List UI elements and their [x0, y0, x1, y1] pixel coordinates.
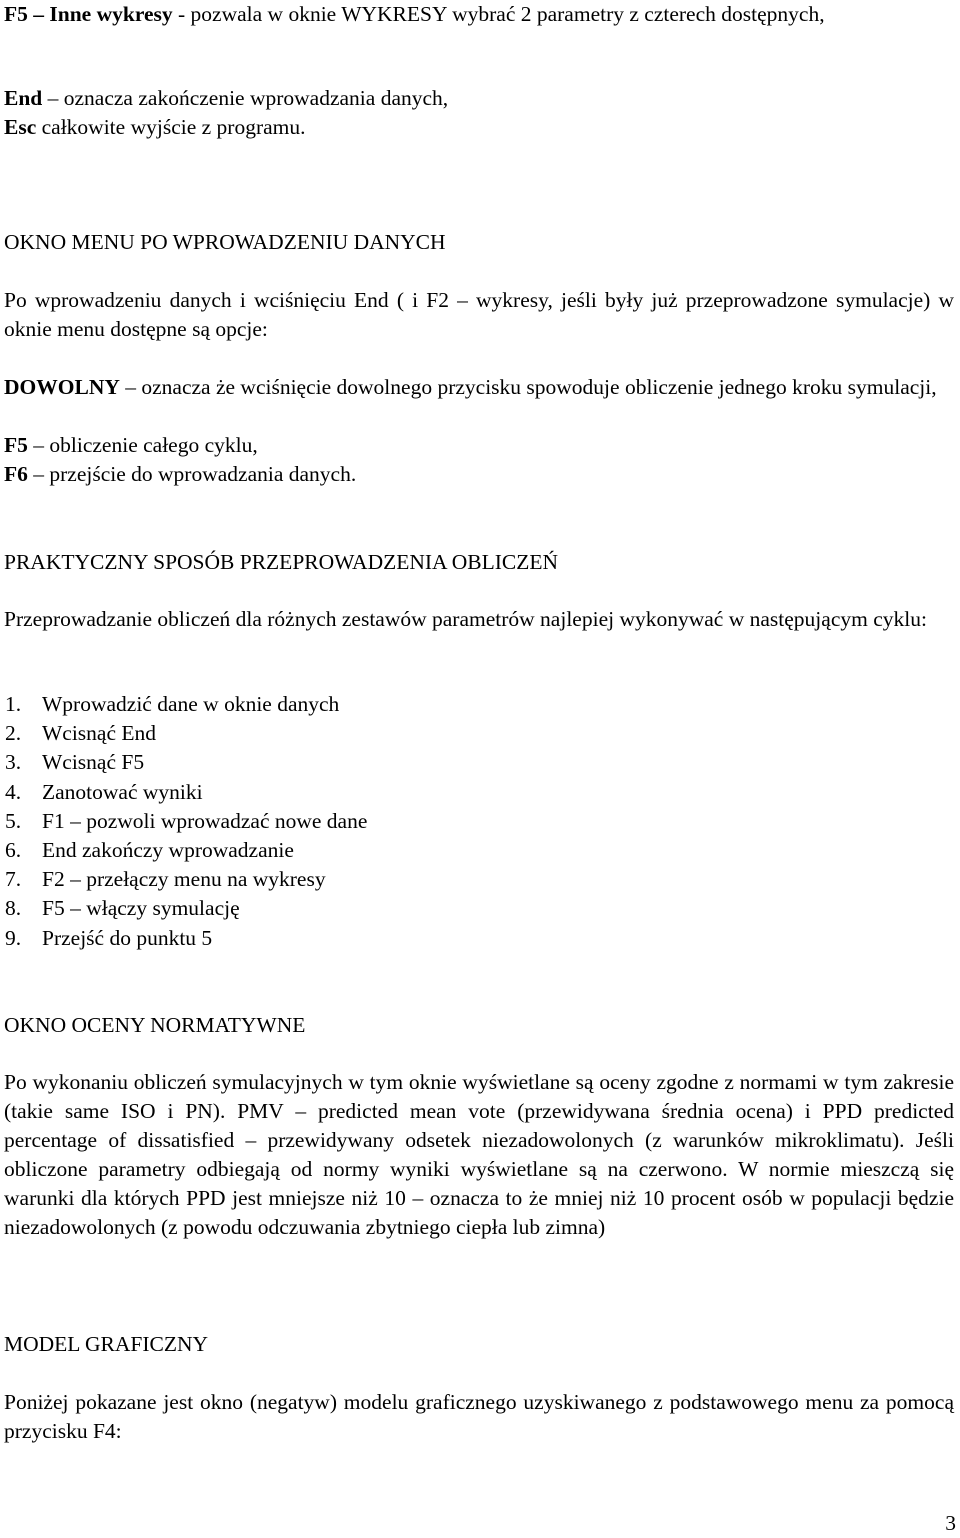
step-text: F1 – pozwoli wprowadzać nowe dane — [42, 808, 368, 833]
section-practical-paragraph: Przeprowadzanie obliczeń dla różnych zestawów parametrów najlepiej wykonywać w następującym cyklu: — [4, 607, 927, 631]
menu-option-any-key-text: – oznacza że wciśnięcie dowolnego przycisku spowoduje obliczenie jednego kroku symulacji, — [119, 375, 937, 399]
menu-option-f5-text: – obliczenie całego cyklu, — [27, 433, 258, 457]
intro-f5-paragraph — [4, 0, 954, 29]
section-model-heading: MODEL GRAFICZNY — [4, 1332, 209, 1356]
menu-option-any-key-label: DOWOLNY — [4, 375, 120, 399]
step-number: 8. — [5, 896, 22, 921]
section-menu-paragraph: Po wprowadzeniu danych i wciśnięciu End ( i F2 – wykresy, jeśli były już przeprowadzone symulacje) w oknie menu dostępne są opcje: — [4, 288, 954, 341]
list-item — [4, 807, 367, 836]
step-text: End zakończy wprowadzanie — [42, 837, 294, 862]
step-text: Wcisnąć F5 — [42, 750, 145, 775]
list-item — [4, 865, 367, 894]
menu-option-f5 — [4, 431, 954, 460]
step-text: Przejść do punktu 5 — [42, 925, 213, 950]
menu-option-any-key — [4, 373, 954, 402]
intro-esc-text: całkowite wyjście z programu. — [36, 115, 306, 139]
step-text: F2 – przełączy menu na wykresy — [42, 867, 326, 892]
list-item — [4, 894, 367, 923]
intro-esc-key: Esc — [4, 115, 37, 139]
menu-option-f6 — [4, 460, 954, 489]
step-number: 1. — [5, 692, 22, 716]
section-ratings-heading: OKNO OCENY NORMATYWNE — [4, 1013, 306, 1037]
intro-esc-paragraph — [4, 113, 954, 142]
step-number: 7. — [5, 867, 22, 892]
step-text: Wcisnąć End — [42, 721, 157, 746]
intro-end-paragraph — [4, 84, 954, 113]
step-number: 9. — [5, 925, 22, 950]
page-number: 3 — [945, 1511, 956, 1535]
list-item — [4, 924, 367, 953]
list-item — [4, 836, 367, 865]
section-ratings-paragraph: Po wykonaniu obliczeń symulacyjnych w tym oknie wyświetlane są oceny zgodne z normami w tym zakresie (takie same ISO i PN). PMV – predicted mean vote (przewidywana średnia ocena) i PPD predicted percentage of dissatisfied – przewidywany odsetek niezadowolonych (z warunków mikroklimatu). Jeśli obliczone parametry odbiegają od normy wyniki wyświetlane są na czerwono. W normie mieszczą się warunki dla których PPD jest mniejsze niż 10 – oznacza to że mniej niż 10 procent osób w populacji będzie niezadowolonych (z powodu odczuwania zbytniego ciepła lub zimna) — [4, 1070, 954, 1239]
step-number: 3. — [5, 750, 22, 775]
step-text: Wprowadzić dane w oknie danych — [42, 692, 340, 716]
list-item — [4, 778, 367, 807]
intro-end-text: – oznacza zakończenie wprowadzania danych, — [42, 86, 449, 110]
step-number: 4. — [5, 779, 22, 804]
intro-end-key: End — [4, 86, 43, 110]
section-model-paragraph: Poniżej pokazane jest okno (negatyw) modelu graficznego uzyskiwanego z podstawowego menu za pomocą przycisku F4: — [4, 1390, 954, 1443]
menu-option-f6-label: F6 — [4, 462, 28, 486]
menu-option-f5-label: F5 — [4, 433, 28, 457]
step-text: Zanotować wyniki — [42, 779, 203, 804]
menu-option-f6-text: – przejście do wprowadzania danych. — [27, 462, 357, 486]
intro-f5-text: - pozwala w oknie WYKRESY wybrać 2 parametry z czterech dostępnych, — [172, 2, 825, 26]
step-number: 6. — [5, 837, 22, 862]
step-number: 2. — [5, 721, 22, 746]
section-practical-heading: PRAKTYCZNY SPOSÓB PRZEPROWADZENIA OBLICZEŃ — [4, 550, 559, 574]
step-text: F5 – włączy symulację — [42, 896, 240, 921]
step-number: 5. — [5, 808, 22, 833]
intro-f5-key: F5 – Inne wykresy — [4, 2, 173, 26]
list-item — [4, 748, 367, 777]
list-item — [4, 719, 367, 748]
section-menu-heading: OKNO MENU PO WPROWADZENIU DANYCH — [4, 230, 446, 254]
practical-steps-list — [4, 690, 367, 953]
list-item — [4, 690, 367, 719]
